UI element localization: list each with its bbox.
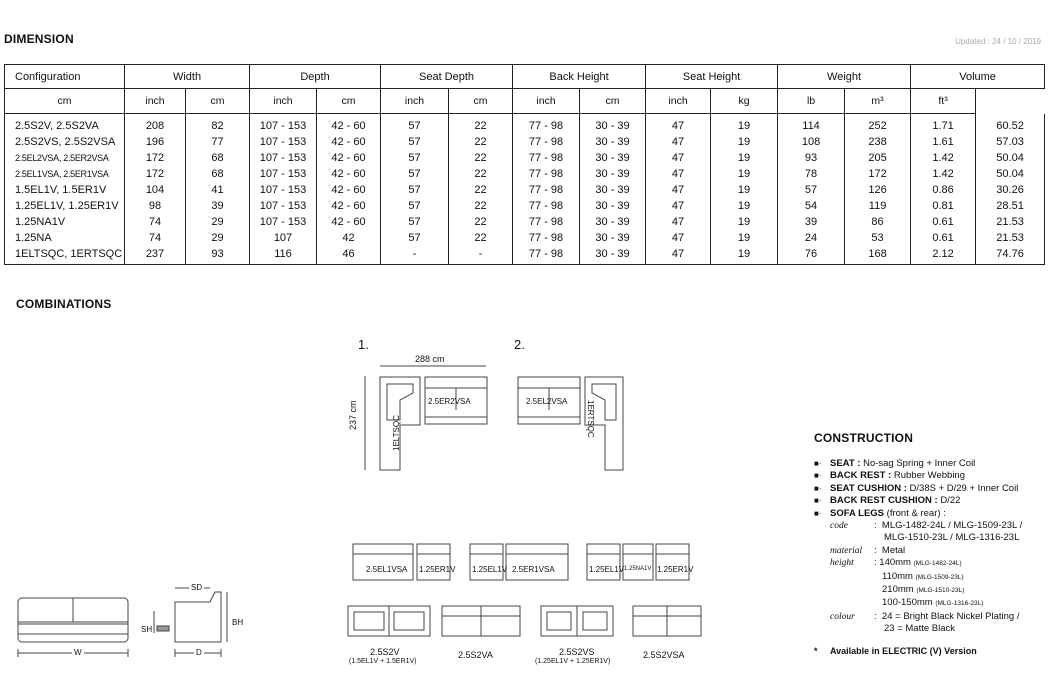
value-cell: 60.52 <box>976 114 1045 135</box>
legs-label: SOFA LEGS <box>830 507 885 519</box>
value-cell: 126 <box>845 182 911 198</box>
value-cell: 19 <box>711 114 778 135</box>
combo1-diagram <box>360 360 495 475</box>
column-header: Configuration <box>5 65 125 89</box>
value-cell: 93 <box>778 150 845 166</box>
value-cell: 196 <box>125 134 186 150</box>
value-cell: 30.26 <box>976 182 1045 198</box>
module-label: 2.5ER1VSA <box>512 565 555 574</box>
value-cell: 19 <box>711 198 778 214</box>
value-cell: 77 - 98 <box>513 230 580 246</box>
label-d: D <box>196 648 202 657</box>
value-cell: 57 <box>381 214 449 230</box>
column-header: Back Height <box>513 65 646 89</box>
value-cell: 74.76 <box>976 246 1045 265</box>
sofa-dimension-diagram <box>15 578 250 663</box>
value-cell: 47 <box>646 246 711 265</box>
value-cell: 28.51 <box>976 198 1045 214</box>
value-cell: 41 <box>186 182 250 198</box>
value-cell: 114 <box>778 114 845 135</box>
height-value: 140mm <box>879 557 911 569</box>
value-cell: 76 <box>778 246 845 265</box>
unit-cell: cm <box>449 89 513 114</box>
value-cell: 77 - 98 <box>513 114 580 135</box>
table-row <box>5 198 1045 214</box>
combo1-module-label: 2.5ER2VSA <box>428 397 471 406</box>
back-cushion-label: BACK REST CUSHION : <box>830 495 938 507</box>
value-cell: 30 - 39 <box>580 214 646 230</box>
value-cell: 47 <box>646 134 711 150</box>
value-cell: 53 <box>845 230 911 246</box>
bullet-icon: ■· <box>814 508 822 518</box>
unit-cell: inch <box>381 89 449 114</box>
value-cell: 29 <box>186 214 250 230</box>
value-cell: 57 <box>381 166 449 182</box>
value-cell: 1.42 <box>911 166 976 182</box>
table-row <box>5 246 1045 265</box>
config-cell: 1ELTSQC, 1ERTSQC <box>5 246 125 265</box>
height-value: 100-150mm <box>882 597 933 609</box>
value-cell: 238 <box>845 134 911 150</box>
module-label: 2.5EL1VSA <box>366 565 408 574</box>
value-cell: 47 <box>646 166 711 182</box>
value-cell: 107 - 153 <box>250 182 317 198</box>
label-sd: SD <box>191 583 203 592</box>
value-cell: 30 - 39 <box>580 246 646 265</box>
value-cell: 42 - 60 <box>317 182 381 198</box>
dimension-table <box>4 64 1045 265</box>
label-bh: BH <box>232 618 244 627</box>
value-cell: 77 - 98 <box>513 198 580 214</box>
bullet-icon: ■· <box>814 483 822 493</box>
value-cell: 30 - 39 <box>580 182 646 198</box>
value-cell: 208 <box>125 114 186 135</box>
value-cell: 2.12 <box>911 246 976 265</box>
construction-title: CONSTRUCTION <box>814 431 914 445</box>
value-cell: 42 - 60 <box>317 150 381 166</box>
value-cell: 47 <box>646 150 711 166</box>
value-cell: 42 - 60 <box>317 134 381 150</box>
seat-config-sub: (1.5EL1V + 1.5ER1V) <box>349 658 417 665</box>
value-cell: 57 <box>381 150 449 166</box>
unit-cell: lb <box>778 89 845 114</box>
value-cell: 21.53 <box>976 214 1045 230</box>
seat-label: SEAT : <box>830 458 861 469</box>
value-cell: 104 <box>125 182 186 198</box>
value-cell: 19 <box>711 182 778 198</box>
value-cell: 42 - 60 <box>317 114 381 135</box>
value-cell: - <box>449 246 513 265</box>
config-cell: 2.5S2V, 2.5S2VA <box>5 114 125 135</box>
config-cell: 1.25NA1V <box>5 214 125 230</box>
seat-configs-diagram <box>345 602 705 644</box>
value-cell: 86 <box>845 214 911 230</box>
table-row <box>5 230 1045 246</box>
bullet-icon: ■· <box>814 496 822 506</box>
seat-config-name: 2.5S2VA <box>458 650 493 660</box>
value-cell: 107 - 153 <box>250 166 317 182</box>
column-header: Width <box>125 65 250 89</box>
module-label: 1.25EL1V <box>472 565 508 574</box>
label-sh: SH <box>141 625 153 634</box>
material-label: material <box>830 545 863 556</box>
column-header: Seat Height <box>646 65 778 89</box>
back-rest-label: BACK REST : <box>830 470 892 482</box>
value-cell: 22 <box>449 214 513 230</box>
column-header: Volume <box>911 65 1045 89</box>
combo2-diagram <box>515 360 630 475</box>
value-cell: 0.81 <box>911 198 976 214</box>
page-title: DIMENSION <box>4 32 74 46</box>
value-cell: 108 <box>778 134 845 150</box>
value-cell: 1.42 <box>911 150 976 166</box>
value-cell: 93 <box>186 246 250 265</box>
value-cell: 19 <box>711 230 778 246</box>
value-cell: 57 <box>381 114 449 135</box>
code-value: MLG-1482-24L / MLG-1509-23L / <box>881 520 1023 532</box>
value-cell: 30 - 39 <box>580 150 646 166</box>
module-label: 1.25EL1V <box>589 565 625 574</box>
value-cell: 107 - 153 <box>250 134 317 150</box>
value-cell: 172 <box>125 166 186 182</box>
config-cell: 2.5S2VS, 2.5S2VSA <box>5 134 125 150</box>
table-row <box>5 114 1045 135</box>
height-label: height <box>830 558 854 569</box>
unit-cell: cm <box>186 89 250 114</box>
config-cell: 1.25NA <box>5 230 125 246</box>
legs-value: (front & rear) : <box>886 507 946 519</box>
value-cell: 0.61 <box>911 214 976 230</box>
value-cell: 77 - 98 <box>513 166 580 182</box>
value-cell: 22 <box>449 182 513 198</box>
value-cell: 68 <box>186 150 250 166</box>
value-cell: 47 <box>646 198 711 214</box>
table-row <box>5 134 1045 150</box>
bullet-icon: ■· <box>814 471 822 481</box>
value-cell: 29 <box>186 230 250 246</box>
column-header: Weight <box>778 65 911 89</box>
value-cell: 47 <box>646 182 711 198</box>
value-cell: 74 <box>125 214 186 230</box>
height-code: (MLG-1509-23L) <box>915 573 964 581</box>
unit-cell: cm <box>317 89 381 114</box>
unit-cell: m³ <box>845 89 911 114</box>
value-cell: 107 <box>250 230 317 246</box>
value-cell: 1.71 <box>911 114 976 135</box>
combo2-corner-label: 1ERTSQC <box>586 400 595 438</box>
table-row <box>5 214 1045 230</box>
value-cell: 98 <box>125 198 186 214</box>
combo2-module-label: 2.5EL2VSA <box>526 397 568 406</box>
combo2-number: 2. <box>514 337 525 352</box>
code-label: code <box>830 521 848 532</box>
construction-list: ■· SEAT : No-sag Spring + Inner Coil ■· BACK REST : Rubber Webbing ■· SEAT CUSHION : D/38S + D/29 + Inner Coil ■· BACK REST CUSHION : D/22 ■· SOFA LEGS (front & rear) : code : MLG-1482-24L / MLG-1509-23L / MLG-1510-23L / MLG-1316-23L material : Metal height : 140mm (MLG-1482-24L) 110mm (MLG-1509-23L) 210mm (MLG-1510-23L) 100-150mm (MLG-1316-23L) colour : 24 = Bright Black Nickel Plating / 23 = Matte Black * Available in ELECTRIC (V) Version <box>814 458 1023 656</box>
value-cell: 77 - 98 <box>513 150 580 166</box>
value-cell: 237 <box>125 246 186 265</box>
value-cell: 24 <box>778 230 845 246</box>
colour-value: 23 = Matte Black <box>884 623 956 635</box>
table-header-row <box>5 65 1045 89</box>
table-units-row <box>5 89 1045 114</box>
value-cell: 47 <box>646 214 711 230</box>
value-cell: 119 <box>845 198 911 214</box>
value-cell: 107 - 153 <box>250 114 317 135</box>
value-cell: 30 - 39 <box>580 114 646 135</box>
value-cell: 22 <box>449 134 513 150</box>
value-cell: 19 <box>711 246 778 265</box>
module-label: 1.25ER1V <box>657 565 694 574</box>
value-cell: 42 <box>317 230 381 246</box>
seat-cushion-value: D/38S + D/29 + Inner Coil <box>909 482 1019 494</box>
value-cell: 47 <box>646 230 711 246</box>
value-cell: 107 - 153 <box>250 198 317 214</box>
code-value: MLG-1510-23L / MLG-1316-23L <box>884 532 1020 544</box>
combo1-corner-label: 1ELTSQC <box>392 415 401 451</box>
colour-value: 24 = Bright Black Nickel Plating / <box>881 610 1020 622</box>
value-cell: 47 <box>646 114 711 135</box>
value-cell: 82 <box>186 114 250 135</box>
value-cell: 77 - 98 <box>513 134 580 150</box>
seat-value: No-sag Spring + Inner Coil <box>863 458 976 469</box>
seat-config-name: 2.5S2VSA <box>643 650 685 660</box>
value-cell: 57 <box>381 134 449 150</box>
value-cell: 30 - 39 <box>580 134 646 150</box>
value-cell: 107 - 153 <box>250 150 317 166</box>
seat-config-sub: (1.25EL1V + 1.25ER1V) <box>535 658 611 665</box>
unit-cell: ft³ <box>911 89 976 114</box>
value-cell: 50.04 <box>976 150 1045 166</box>
value-cell: 42 - 60 <box>317 214 381 230</box>
value-cell: 107 - 153 <box>250 214 317 230</box>
colour-label: colour <box>830 611 855 622</box>
combo1-depth-label: 237 cm <box>348 400 358 430</box>
footnote: Available in ELECTRIC (V) Version <box>830 645 977 656</box>
value-cell: 168 <box>845 246 911 265</box>
value-cell: 77 - 98 <box>513 214 580 230</box>
value-cell: 172 <box>125 150 186 166</box>
table-row <box>5 182 1045 198</box>
value-cell: 77 - 98 <box>513 182 580 198</box>
unit-cell: inch <box>250 89 317 114</box>
value-cell: 57 <box>778 182 845 198</box>
value-cell: 172 <box>845 166 911 182</box>
value-cell: 30 - 39 <box>580 166 646 182</box>
label-w: W <box>74 648 82 657</box>
value-cell: 42 - 60 <box>317 198 381 214</box>
config-cell: 2.5EL1VSA, 2.5ER1VSA <box>5 166 125 182</box>
bullet-icon: ■· <box>814 459 822 468</box>
back-cushion-value: D/22 <box>940 495 961 507</box>
height-value: 210mm <box>882 584 914 596</box>
value-cell: 74 <box>125 230 186 246</box>
unit-cell: inch <box>646 89 711 114</box>
unit-cell: inch <box>513 89 580 114</box>
value-cell: 22 <box>449 230 513 246</box>
config-cell: 1.5EL1V, 1.5ER1V <box>5 182 125 198</box>
value-cell: 22 <box>449 198 513 214</box>
value-cell: 50.04 <box>976 166 1045 182</box>
value-cell: 252 <box>845 114 911 135</box>
value-cell: 54 <box>778 198 845 214</box>
height-code: (MLG-1482-24L) <box>913 560 962 568</box>
column-header: Depth <box>250 65 381 89</box>
seat-cushion-label: SEAT CUSHION : <box>830 482 907 494</box>
height-code: (MLG-1316-23L) <box>935 600 984 608</box>
value-cell: 57.03 <box>976 134 1045 150</box>
value-cell: 22 <box>449 150 513 166</box>
unit-cell: kg <box>711 89 778 114</box>
value-cell: 77 <box>186 134 250 150</box>
value-cell: 205 <box>845 150 911 166</box>
config-cell: 1.25EL1V, 1.25ER1V <box>5 198 125 214</box>
module-label: 1.25NA1V <box>624 566 652 572</box>
value-cell: 77 - 98 <box>513 246 580 265</box>
module-groups-diagram <box>350 540 700 585</box>
config-cell: 2.5EL2VSA, 2.5ER2VSA <box>5 150 125 166</box>
unit-cell: cm <box>580 89 646 114</box>
value-cell: - <box>381 246 449 265</box>
value-cell: 57 <box>381 182 449 198</box>
value-cell: 1.61 <box>911 134 976 150</box>
value-cell: 22 <box>449 166 513 182</box>
value-cell: 19 <box>711 134 778 150</box>
value-cell: 21.53 <box>976 230 1045 246</box>
combo1-width-label: 288 cm <box>415 354 445 364</box>
value-cell: 116 <box>250 246 317 265</box>
value-cell: 42 - 60 <box>317 166 381 182</box>
unit-cell: inch <box>125 89 186 114</box>
material-value: Metal <box>881 544 906 556</box>
value-cell: 68 <box>186 166 250 182</box>
seat-config-name: 2.5S2V <box>370 647 400 657</box>
unit-cell: cm <box>5 89 125 114</box>
updated-date: Updated : 24 / 10 / 2019 <box>955 37 1041 46</box>
height-value: 110mm <box>882 570 913 582</box>
value-cell: 19 <box>711 150 778 166</box>
value-cell: 46 <box>317 246 381 265</box>
combinations-title: COMBINATIONS <box>16 297 112 311</box>
column-header: Seat Depth <box>381 65 513 89</box>
value-cell: 19 <box>711 214 778 230</box>
table-row <box>5 150 1045 166</box>
table-row <box>5 166 1045 182</box>
value-cell: 39 <box>186 198 250 214</box>
value-cell: 57 <box>381 198 449 214</box>
value-cell: 0.86 <box>911 182 976 198</box>
value-cell: 30 - 39 <box>580 198 646 214</box>
value-cell: 19 <box>711 166 778 182</box>
value-cell: 30 - 39 <box>580 230 646 246</box>
combo1-number: 1. <box>358 337 369 352</box>
footnote-mark: * <box>814 645 818 656</box>
height-code: (MLG-1510-23L) <box>916 587 965 595</box>
value-cell: 0.61 <box>911 230 976 246</box>
module-label: 1.25ER1V <box>419 565 456 574</box>
value-cell: 22 <box>449 114 513 135</box>
value-cell: 78 <box>778 166 845 182</box>
back-rest-value: Rubber Webbing <box>893 470 965 482</box>
value-cell: 57 <box>381 230 449 246</box>
seat-config-name: 2.5S2VS <box>559 647 595 657</box>
value-cell: 39 <box>778 214 845 230</box>
